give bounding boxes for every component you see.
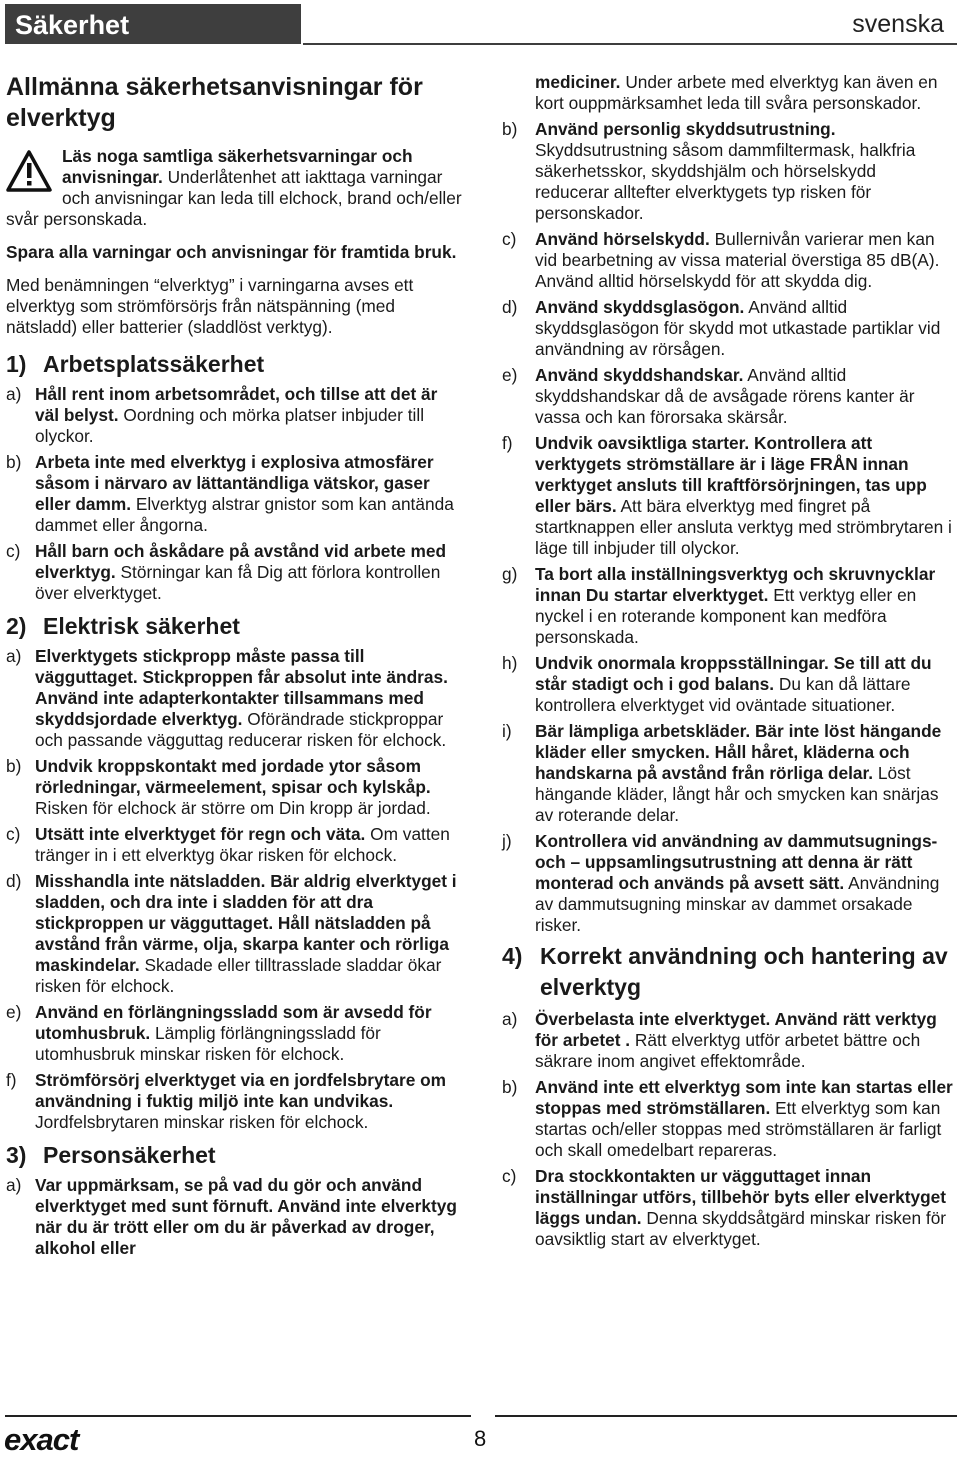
definition-text: Med benämningen “elverktyg” i varningarna avses ett elverktyg som strömförsörjs från nätspänning (med nätsladd) eller batterier (sladdlöst verktyg). <box>6 275 414 337</box>
brand-logo: exact <box>4 1422 79 1457</box>
list-item: j) Kontrollera vid användning av dammutsugnings- och – uppsamlingsutrustning att denna är rätt monterad och används på avsett sätt. Användning av dammutsugning minskar av dammet orsakade risker. <box>502 831 940 935</box>
list-item: a) Håll rent inom arbetsområdet, och tillse att det är väl belyst. Oordning och mörka platser inbjuder till olyckor. <box>6 384 438 446</box>
section-heading-2: 2) Elektrisk säkerhet <box>6 613 240 639</box>
list-item: i) Bär lämpliga arbetskläder. Bär inte löst hängande kläder eller smycken. Håll håret, kläderna och handskarna på avstånd från rörliga delar. Löst hängande kläder, långt hår och smycken kan snärjas av roterande delar. <box>502 721 942 825</box>
list-item: f) Undvik oavsiktliga starter. Kontrollera att verktygets strömställare är i läge FRÅN innan verktyget ansluts till kraftförsörjningen, tas upp eller bärs. Att bära elverktyg med fingret på startknappen eller ansluta verktyg med strömbrytaren i läge till inbjuder till olyckor. <box>502 433 952 558</box>
list-item: d) Misshandla inte nätsladden. Bär aldrig elverktyget i sladden, och dra inte i sladden för att dra stickproppen ur vägguttaget. Håll nätsladden på avstånd från värme, olja, skarpa kanter och rörliga maskindelar. Skadade eller tilltrasslade sladdar ökar risken för elchock. <box>6 871 457 996</box>
footer-rule <box>495 1415 957 1417</box>
list-item: e) Använd skyddshandskar. Använd alltid skyddshandskar då de avsågade rörens kanter är vassa och kan förorsaka skärsår. <box>502 365 915 427</box>
section-heading-1: 1) Arbetsplatssäkerhet <box>6 351 265 377</box>
list-item-continuation: mediciner. Under arbete med elverktyg kan även en kort ouppmärksamhet leda till svåra personskador. <box>535 72 938 113</box>
warning-bold-text: Läs noga samtliga säkerhetsvarningar och anvisningar. <box>62 146 413 187</box>
list-item: c) Utsätt inte elverktyget för regn och väta. Om vatten tränger in i ett elverktyg ökar risken för elchock. <box>6 824 450 865</box>
list-item: a) Överbelasta inte elverktyget. Använd rätt verktyg för arbetet . Rätt elverktyg utför arbetet bättre och säkrare inom angivet effektområde. <box>502 1009 937 1071</box>
section-heading-4: 4) Korrekt användning och hantering av elverktyg <box>502 943 948 1000</box>
list-item: b) Arbeta inte med elverktyg i explosiva atmosfärer såsom i närvaro av lättantändliga vätskor, gaser eller damm. Elverktyg alstrar gnistor som kan antända dammet eller ångorna. <box>6 452 454 535</box>
header-rule <box>303 43 957 45</box>
list-item: c) Använd hörselskydd. Bullernivån varierar men kan vid bearbetning av vissa material överstiga 85 dB(A). Använd alltid hörselskydd för att skydda dig. <box>502 229 940 291</box>
list-item: b) Undvik kroppskontakt med jordade ytor såsom rörledningar, värmeelement, spisar och kylskåp. Risken för elchock är större om Din kropp är jordad. <box>6 756 431 818</box>
section-title-bar <box>5 4 301 44</box>
list-item: h) Undvik onormala kroppsställningar. Se till att du står stadigt och i god balans. Du kan då lättare kontrollera elverktyget vid oväntade situationer. <box>502 653 932 715</box>
page-number: 8 <box>474 1426 487 1451</box>
list-item: e) Använd en förlängningssladd som är avsedd för utomhusbruk. Lämplig förlängningssladd för utomhusbruk minskar risken för elchock. <box>6 1002 432 1064</box>
page-heading: Allmänna säkerhetsanvisningar för elverktyg <box>6 73 423 132</box>
list-item: a) Elverktygets stickpropp måste passa till vägguttaget. Stickproppen får absolut inte ändras. Använd inte adapterkontakter tillsammans med skyddsjordade elverktyg. Oförändrade stickproppar och passande vägguttag reducerar risken för elchock. <box>6 646 448 750</box>
section-heading-3: 3) Personsäkerhet <box>6 1142 216 1168</box>
warning-text: Underlåtenhet att iakttaga varningar och anvisningar kan leda till elchock, brand och/eller svår personskada. <box>6 167 462 229</box>
save-note: Spara alla varningar och anvisningar för framtida bruk. <box>6 242 457 262</box>
footer-rule <box>5 1415 471 1417</box>
list-item: d) Använd skyddsglasögon. Använd alltid skyddsglasögon för skydd mot utkastade partiklar vid användning av rörsågen. <box>502 297 941 359</box>
list-item: b) Använd personlig skyddsutrustning. Skyddsutrustning såsom dammfiltermask, halkfria säkerhetsskor, skyddshjälm och hörselskydd reducerar alltefter elverktygets typ risken för personskador. <box>502 119 916 223</box>
list-item: c) Dra stockkontakten ur vägguttaget innan inställningar utförs, tillbehör byts eller elverktyget läggs undan. Denna skyddsåtgärd minskar risken för oavsiktlig start av elverktyget. <box>502 1166 947 1249</box>
list-item: b) Använd inte ett elverktyg som inte kan startas eller stoppas med strömställaren. Ett elverktyg som kan startas och/eller stoppas med strömställaren är farligt och skall omedelbart repareras. <box>502 1077 953 1160</box>
warning-block <box>6 146 464 230</box>
section-title: Säkerhet <box>15 10 130 40</box>
list-item: a) Var uppmärksam, se på vad du gör och använd elverktyget med sunt förnuft. Använd inte elverktyg när du är trött eller om du är påverkad av droger, alkohol eller <box>6 1175 457 1258</box>
list-item: g) Ta bort alla inställningsverktyg och skruvnycklar innan Du startar elverktyget. Ett verktyg eller en nyckel i en roterande komponent kan medföra personskada. <box>502 564 936 647</box>
list-item: f) Strömförsörj elverktyget via en jordfelsbrytare om användning i fuktig miljö inte kan undvikas. Jordfelsbrytaren minskar risken för elchock. <box>6 1070 447 1132</box>
list-item: c) Håll barn och åskådare på avstånd vid arbete med elverktyg. Störningar kan få Dig att förlora kontrollen över elverktyget. <box>6 541 447 603</box>
warning-triangle-icon <box>6 150 52 192</box>
language-label: svenska <box>852 10 944 38</box>
right-column <box>502 72 954 1255</box>
left-column <box>6 72 464 1264</box>
